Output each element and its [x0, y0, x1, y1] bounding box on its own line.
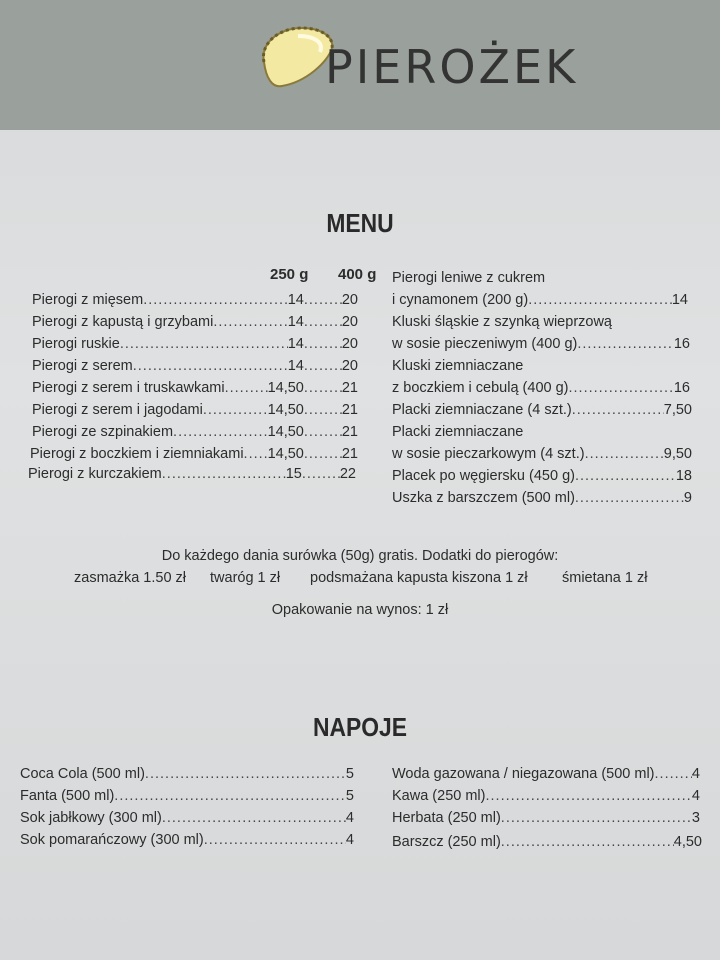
price-400: 21: [341, 446, 358, 462]
drink-name: Woda gazowana / niegazowana (500 ml): [392, 766, 655, 782]
dot-leader: [244, 444, 268, 464]
dot-leader: [501, 832, 674, 852]
price-400: 20: [341, 292, 358, 308]
item-price: 7,50: [663, 402, 692, 418]
addon-item: śmietana 1 zł: [562, 570, 648, 586]
item-price: 14: [671, 292, 688, 308]
drink-row: [392, 764, 700, 784]
drink-name: Barszcz (250 ml): [392, 834, 501, 850]
dot-leader: [302, 464, 340, 484]
price-400: 20: [341, 314, 358, 330]
drink-row: [20, 808, 354, 828]
dot-leader: [655, 764, 692, 784]
addon-item: podsmażana kapusta kiszona 1 zł: [310, 570, 528, 586]
item-name-line: Pierogi leniwe z cukrem: [392, 270, 546, 286]
menu-item-row: [28, 464, 356, 484]
drink-price: 5: [345, 766, 354, 782]
dot-leader: [213, 312, 287, 332]
menu-item-row: [392, 488, 692, 508]
item-name: Pierogi ze szpinakiem: [32, 424, 174, 440]
item-name: Pierogi ruskie: [32, 336, 120, 352]
dot-leader: [575, 488, 684, 508]
price-400: 21: [341, 424, 358, 440]
drink-row: [20, 764, 354, 784]
menu-item-row: [32, 290, 358, 310]
menu-item-row: [32, 312, 358, 332]
drink-name: Sok pomarańczowy (300 ml): [20, 832, 204, 848]
dot-leader: [225, 378, 268, 398]
menu-item-row: [32, 422, 358, 442]
item-name: w sosie pieczeniwym (400 g): [392, 336, 578, 352]
drink-name: Fanta (500 ml): [20, 788, 115, 804]
price-250: 14: [287, 336, 304, 352]
item-price: 16: [673, 380, 690, 396]
dot-leader: [304, 312, 342, 332]
drink-row: [20, 786, 354, 806]
drink-row: [392, 832, 702, 852]
drink-row: [392, 808, 700, 828]
item-name: Pierogi z serem: [32, 358, 133, 374]
dot-leader: [203, 400, 268, 420]
drink-price: 3: [691, 810, 700, 826]
price-250: 14: [287, 292, 304, 308]
price-250: 14: [287, 314, 304, 330]
dot-leader: [577, 334, 674, 354]
item-price: 16: [673, 336, 690, 352]
dot-leader: [173, 422, 268, 442]
menu-title: MENU: [326, 208, 394, 238]
drink-price: 5: [345, 788, 354, 804]
takeaway-note: Opakowanie na wynos: 1 zł: [271, 602, 449, 618]
item-name: Pierogi z mięsem: [32, 292, 144, 308]
dot-leader: [133, 356, 288, 376]
price-400: 20: [341, 336, 358, 352]
item-name-line: Placki ziemniaczane: [392, 424, 524, 440]
price-250: 14,50: [267, 424, 304, 440]
menu-item-row: [32, 400, 358, 420]
size-header-400: 400 g: [338, 266, 377, 283]
dot-leader: [143, 290, 288, 310]
price-400: 22: [339, 466, 356, 482]
dot-leader: [162, 464, 286, 484]
dot-leader: [528, 290, 672, 310]
drink-name: Herbata (250 ml): [392, 810, 501, 826]
dot-leader: [304, 400, 342, 420]
item-name: Pierogi z boczkiem i ziemniakami: [30, 446, 244, 462]
dot-leader: [120, 334, 288, 354]
item-name: Placek po węgiersku (450 g): [392, 468, 575, 484]
menu-item-row: [30, 444, 358, 464]
dot-leader: [145, 764, 346, 784]
item-name: z boczkiem i cebulą (400 g): [392, 380, 569, 396]
dot-leader: [572, 400, 664, 420]
menu-item-row: [392, 400, 692, 420]
dot-leader: [114, 786, 346, 806]
item-price: 9: [683, 490, 692, 506]
drinks-title: NAPOJE: [312, 712, 408, 742]
item-name-line: Kluski ziemniaczane: [392, 358, 524, 374]
item-name: Pierogi z serem i truskawkami: [32, 380, 225, 396]
price-400: 21: [341, 402, 358, 418]
item-name: Pierogi z kapustą i grzybami: [32, 314, 214, 330]
item-name: Placki ziemniaczane (4 szt.): [392, 402, 572, 418]
menu-item-row: [392, 290, 688, 310]
dot-leader: [162, 808, 346, 828]
drink-row: [392, 786, 700, 806]
dot-leader: [304, 356, 342, 376]
dot-leader: [304, 290, 342, 310]
drink-name: Sok jabłkowy (300 ml): [20, 810, 162, 826]
drink-price: 4: [345, 810, 354, 826]
price-400: 20: [341, 358, 358, 374]
addon-item: zasmażka 1.50 zł: [74, 570, 187, 586]
item-name: Uszka z barszczem (500 ml): [392, 490, 575, 506]
item-name: i cynamonem (200 g): [392, 292, 529, 308]
price-250: 15: [285, 466, 302, 482]
price-250: 14,50: [267, 402, 304, 418]
drink-price: 4: [345, 832, 354, 848]
menu-item-row: [32, 378, 358, 398]
dot-leader: [501, 808, 692, 828]
drink-price: 4: [691, 788, 700, 804]
item-name-line: Kluski śląskie z szynką wieprzową: [392, 314, 612, 330]
brand-name: PIEROŻEK: [325, 40, 579, 94]
menu-item-row: [392, 334, 690, 354]
item-name: w sosie pieczarkowym (4 szt.): [392, 446, 585, 462]
item-price: 9,50: [663, 446, 692, 462]
drink-price: 4,50: [673, 834, 702, 850]
item-name: Pierogi z serem i jagodami: [32, 402, 203, 418]
dot-leader: [304, 422, 342, 442]
dot-leader: [204, 830, 346, 850]
price-250: 14,50: [267, 380, 304, 396]
menu-item-row: [392, 466, 692, 486]
dot-leader: [304, 378, 342, 398]
header-banner: [0, 0, 720, 130]
dot-leader: [304, 444, 342, 464]
side-dish-note: Do każdego dania surówka (50g) gratis. Dodatki do pierogów:: [161, 548, 559, 564]
dot-leader: [569, 378, 674, 398]
price-250: 14,50: [267, 446, 304, 462]
menu-item-row: [32, 356, 358, 376]
addon-item: twaróg 1 zł: [210, 570, 281, 586]
item-name: Pierogi z kurczakiem: [28, 466, 162, 482]
dot-leader: [304, 334, 342, 354]
item-price: 18: [675, 468, 692, 484]
size-header-250: 250 g: [270, 266, 309, 283]
dot-leader: [585, 444, 664, 464]
price-400: 21: [341, 380, 358, 396]
menu-item-row: [392, 444, 692, 464]
menu-item-row: [392, 378, 690, 398]
drink-row: [20, 830, 354, 850]
dot-leader: [485, 786, 691, 806]
drink-name: Coca Cola (500 ml): [20, 766, 145, 782]
drink-name: Kawa (250 ml): [392, 788, 486, 804]
menu-item-row: [32, 334, 358, 354]
price-250: 14: [287, 358, 304, 374]
drink-price: 4: [691, 766, 700, 782]
dot-leader: [575, 466, 676, 486]
